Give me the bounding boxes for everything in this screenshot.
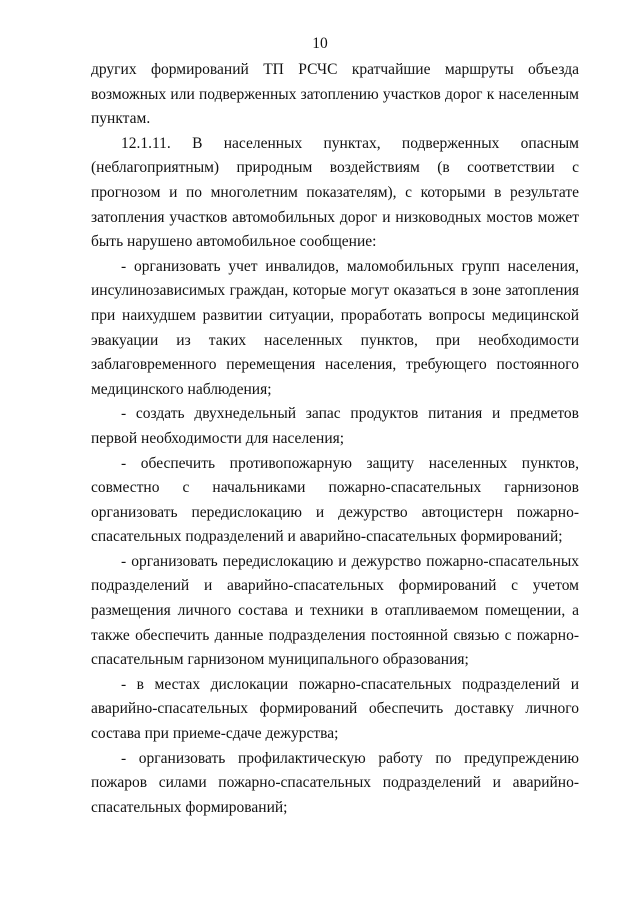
list-item-relocation-duty: - организовать передислокацию и дежурство пожарно-спасательных подразделений и аварийно-спасательных формирований с учетом размещения личного состава и техники в отапливаемом помещении, а также обеспечить данные подразделения постоянной связью с пожарно-спасательным гарнизоном муниципального образования; bbox=[91, 552, 579, 669]
page-number: 10 bbox=[312, 35, 328, 52]
paragraph-section-12-1-11: 12.1.11. В населенных пунктах, подверженных опасным (неблагоприятным) природным воздействиям (в соответствии с прогнозом и по многолетним показателям), с которыми в результате затопления участков автомобильных дорог и низководных мостов может быть нарушено автомобильное сообщение: bbox=[91, 134, 579, 251]
list-item-record-disabled: - организовать учет инвалидов, маломобильных групп населения, инсулинозависимых граждан, которые могут оказаться в зоне затопления при наихудшем развитии ситуации, проработать вопросы медицинской эвакуации из таких населенных пунктов, при необходимости заблаговременного перемещения населения, требующего постоянного медицинского наблюдения; bbox=[91, 257, 579, 398]
list-item-fire-prevention: - организовать профилактическую работу по предупреждению пожаров силами пожарно-спасательных подразделений и аварийно-спасательных формирований; bbox=[91, 749, 579, 816]
list-item-food-reserve: - создать двухнедельный запас продуктов питания и предметов первой необходимости для населения; bbox=[91, 405, 579, 447]
list-item-personnel-delivery: - в местах дислокации пожарно-спасательных подразделений и аварийно-спасательных формирований обеспечить доставку личного состава при приеме-сдаче дежурства; bbox=[91, 675, 579, 743]
document-body bbox=[91, 58, 579, 820]
list-item-fire-protection: - обеспечить противопожарную защиту населенных пунктов, совместно с начальниками пожарно-спасательных гарнизонов организовать передислокацию и дежурство автоцистерн пожарно-спасательных подразделений и аварийно-спасательных формирований; bbox=[91, 454, 579, 546]
paragraph-continuation: других формирований ТП РСЧС кратчайшие маршруты объезда возможных или подверженных затоплению участков дорог к населенным пунктам. bbox=[91, 61, 579, 128]
